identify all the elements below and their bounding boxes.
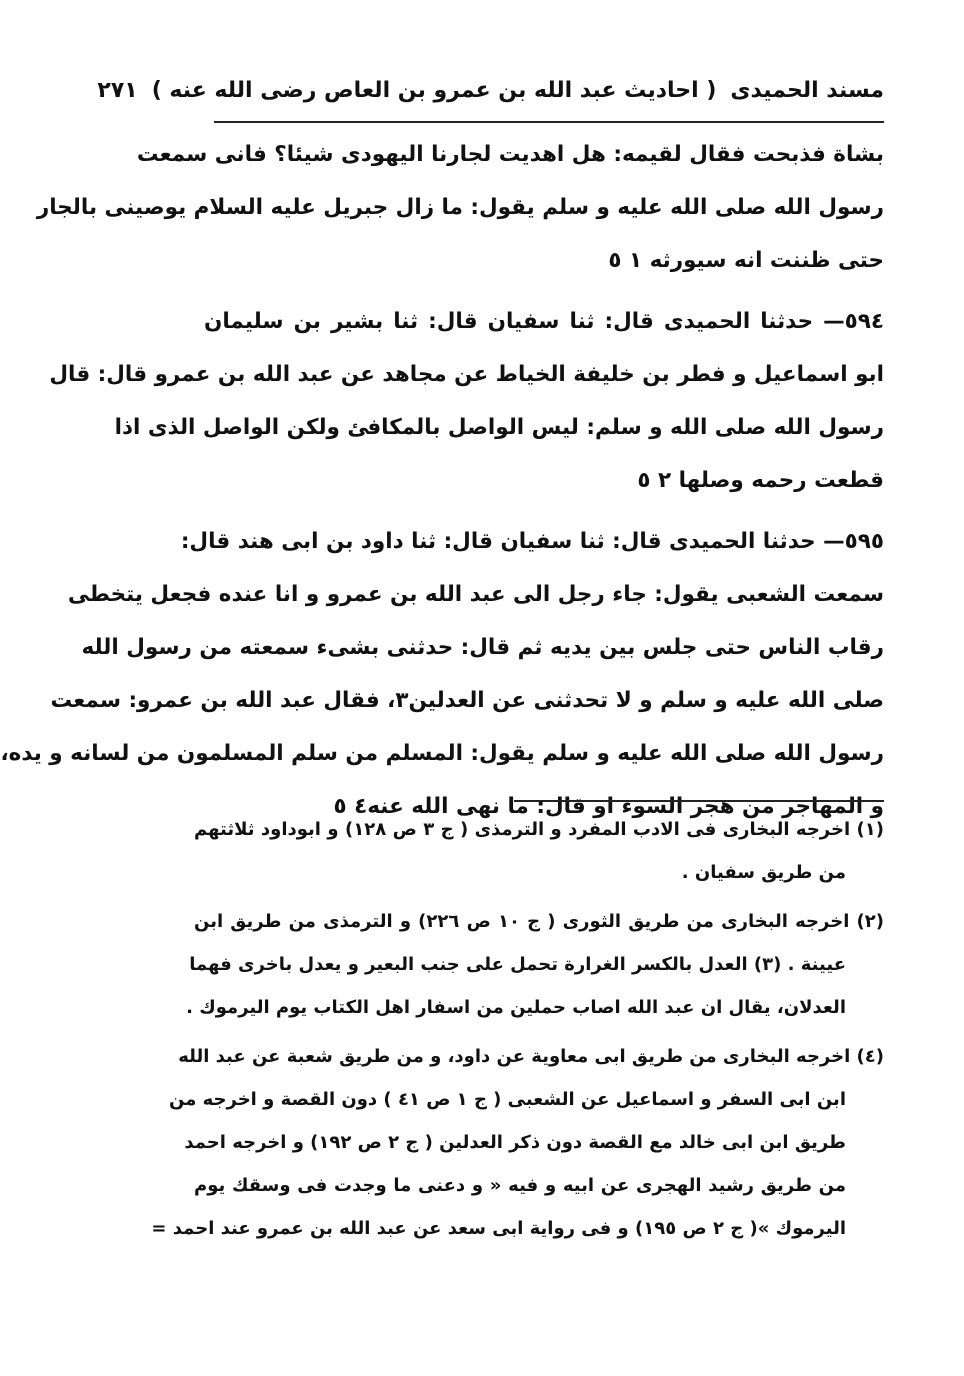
hadith-594-opening: ٥٩٤— حدثنا الحميدى قال: ثنا سفيان قال: ثنا بشير بن سليمان xyxy=(204,309,884,334)
text-line: حتى ظننت انه سيورثه ١ ٥ xyxy=(608,248,884,273)
text-line: رسول الله صلى الله و سلم: ليس الواصل بالمكافئ ولكن الواصل الذى اذا xyxy=(114,415,884,440)
text-line: رقاب الناس حتى جلس بين يديه ثم قال: حدثنى بشىء سمعته من رسول الله xyxy=(81,635,884,660)
footnote-1: (١) اخرجه البخارى فى الادب المفرد و الترمذى ( ج ٣ ص ١٢٨) و ابوداود ثلاثتهم xyxy=(194,819,885,840)
footnote-line: من طريق سفيان . xyxy=(681,862,846,883)
text-line: بشاة فذبحت فقال لقيمه: هل اهديت لجارنا اليهودى شيئا؟ فانى سمعت xyxy=(136,142,884,167)
running-head xyxy=(97,72,884,108)
footnotes xyxy=(151,808,885,1250)
running-title: مسند الحميدى xyxy=(730,77,884,103)
text-line: قطعت رحمه وصلها ٢ ٥ xyxy=(637,468,884,493)
footnote-line: ابن ابى السفر و اسماعيل عن الشعبى ( ج ١ ص ٤١ ) دون القصة و اخرجه من xyxy=(169,1089,846,1110)
footnote-2: (٢) اخرجه البخارى من طريق الثورى ( ج ١٠ ص ٢٢٦) و الترمذى من طريق ابن xyxy=(194,911,885,932)
footnote-rule xyxy=(514,800,884,802)
text-line: صلى الله عليه و سلم و لا تحدثنى عن العدلين٣، فقال عبد الله بن عمرو: سمعت xyxy=(50,688,884,713)
footnote-4: (٤) اخرجه البخارى من طريق ابى معاوية عن داود، و من طريق شعبة عن عبد الله xyxy=(178,1046,884,1067)
footnote-line: طريق ابن ابى خالد مع القصة دون ذكر العدلين ( ج ٢ ص ١٩٢) و اخرجه احمد xyxy=(184,1132,846,1153)
footnote-line: اليرموك »( ج ٢ ص ١٩٥) و فى رواية ابى سعد عن عبد الله بن عمرو عند احمد = xyxy=(151,1218,846,1239)
text-line: ابو اسماعيل و فطر بن خليفة الخياط عن مجاهد عن عبد الله بن عمرو قال: قال xyxy=(49,362,884,387)
text-line: سمعت الشعبى يقول: جاء رجل الى عبد الله بن عمرو و انا عنده فجعل يتخطى xyxy=(67,582,884,607)
text-line: رسول الله صلى الله عليه و سلم يقول: ما زال جبريل عليه السلام يوصينى بالجار xyxy=(36,195,884,220)
footnote-line: العدلان، يقال ان عبد الله اصاب حملين من اسفار اهل الكتاب يوم اليرموك . xyxy=(186,997,846,1018)
page-number: ٢٧١ xyxy=(97,77,138,103)
text-line: رسول الله صلى الله عليه و سلم يقول: المسلم من سلم المسلمون من لسانه و يده، xyxy=(0,741,884,766)
footnote-3: عيينة . (٣) العدل بالكسر الغرارة تحمل على جنب البعير و يعدل باخرى فهما xyxy=(189,954,846,975)
text-line: و المهاجر من هجر السوء او قال: ما نهى الله عنه٤ ٥ xyxy=(333,794,884,819)
main-text xyxy=(0,128,884,833)
hadith-595-opening: ٥٩٥— حدثنا الحميدى قال: ثنا سفيان قال: ثنا داود بن ابى هند قال: xyxy=(180,529,884,554)
header-rule xyxy=(214,121,884,123)
section-title: ( احاديث عبد الله بن عمرو بن العاص رضى الله عنه ) xyxy=(151,77,717,103)
footnote-line: من طريق رشيد الهجرى عن ابيه و فيه « و دعنى ما وجدت فى وسقك يوم xyxy=(194,1175,846,1196)
